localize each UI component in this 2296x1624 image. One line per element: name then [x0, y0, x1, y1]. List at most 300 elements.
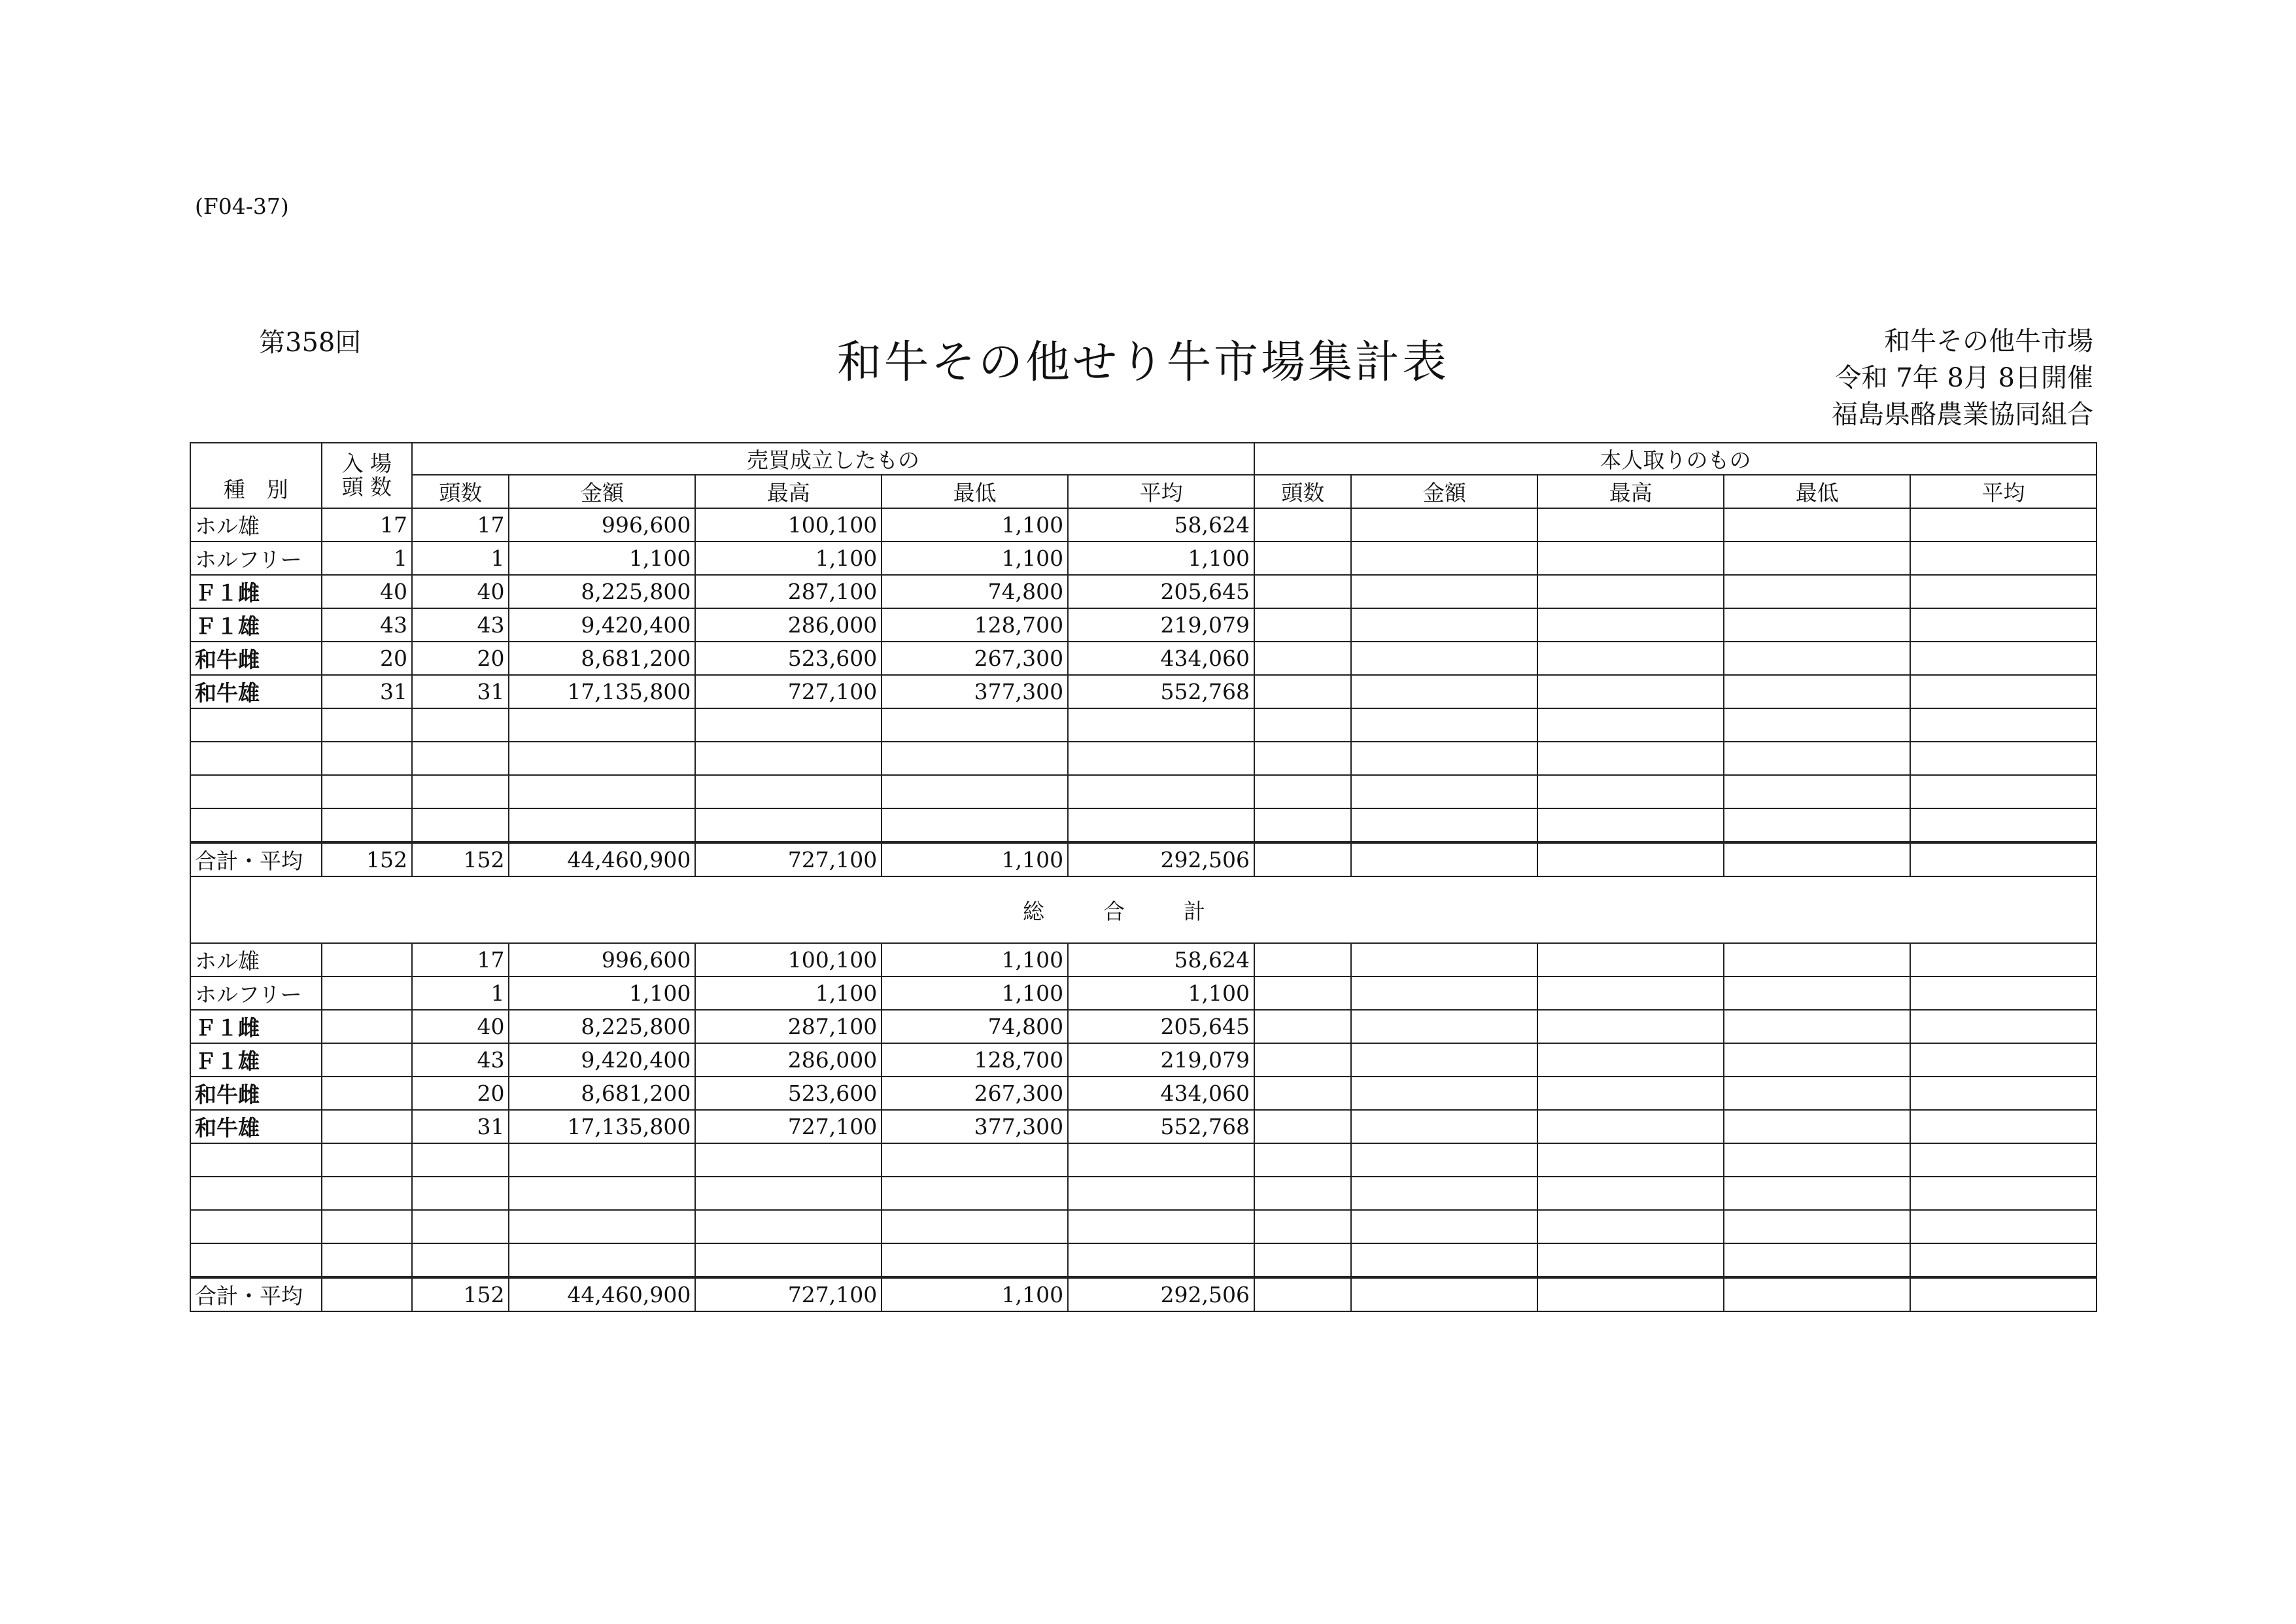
self-amount-cell — [1351, 1010, 1537, 1043]
self-amount-cell — [1351, 976, 1537, 1010]
sold-max-cell: 286,000 — [695, 1043, 882, 1077]
self-amount-cell — [1351, 1043, 1537, 1077]
kind-cell: 和牛雌 — [190, 1077, 322, 1110]
kind-cell — [190, 1143, 322, 1177]
entry-count-cell — [322, 808, 412, 842]
kind-cell — [190, 1177, 322, 1210]
sold-min-cell — [882, 1210, 1068, 1243]
self-count-cell — [1254, 1210, 1351, 1243]
self-count-cell — [1254, 808, 1351, 842]
sold-amount-cell: 17,135,800 — [509, 675, 695, 708]
sold-min-cell — [882, 808, 1068, 842]
sold-count-cell: 31 — [412, 675, 509, 708]
header-sold-min: 最低 — [882, 475, 1068, 508]
self-count-cell — [1254, 575, 1351, 608]
sold-min-cell: 74,800 — [882, 1010, 1068, 1043]
self-avg-cell — [1910, 1277, 2097, 1311]
grand-total-divider — [190, 876, 2097, 943]
sold-max-cell: 727,100 — [695, 1110, 882, 1143]
header-kind: 種 別 — [190, 443, 322, 508]
sold-max-cell — [695, 1177, 882, 1210]
sold-min-cell — [882, 1143, 1068, 1177]
self-avg-cell — [1910, 976, 2097, 1010]
self-avg-cell — [1910, 575, 2097, 608]
sold-count-cell — [412, 775, 509, 808]
blank-row — [190, 1177, 2097, 1210]
self-amount-cell — [1351, 642, 1537, 675]
organizer-block — [1832, 323, 2093, 433]
table-row — [190, 575, 2097, 608]
table-row — [190, 1077, 2097, 1110]
sold-amount-cell: 8,681,200 — [509, 1077, 695, 1110]
entry-count-cell — [322, 976, 412, 1010]
sold-max-cell: 287,100 — [695, 1010, 882, 1043]
self-avg-cell — [1910, 1243, 2097, 1277]
self-max-cell — [1537, 608, 1724, 642]
self-avg-cell — [1910, 775, 2097, 808]
self-max-cell — [1537, 976, 1724, 1010]
page-title: 和牛その他せり牛市場集計表 — [837, 337, 1450, 389]
entry-count-cell — [322, 742, 412, 775]
summary-table — [190, 442, 2097, 1312]
self-count-cell — [1254, 675, 1351, 708]
sold-max-cell: 286,000 — [695, 608, 882, 642]
self-min-cell — [1724, 1077, 1910, 1110]
blank-row — [190, 808, 2097, 842]
header-self-group: 本人取りのもの — [1254, 443, 2097, 475]
kind-cell — [190, 708, 322, 742]
entry-count-cell — [322, 1010, 412, 1043]
self-count-cell — [1254, 1110, 1351, 1143]
entry-count-cell: 20 — [322, 642, 412, 675]
table-row — [190, 608, 2097, 642]
header-sold-avg: 平均 — [1068, 475, 1254, 508]
entry-count-cell: 17 — [322, 508, 412, 542]
sold-amount-cell — [509, 1143, 695, 1177]
sold-amount-cell: 8,225,800 — [509, 575, 695, 608]
sold-amount-cell: 996,600 — [509, 943, 695, 976]
entry-count-cell: 40 — [322, 575, 412, 608]
table-row — [190, 642, 2097, 675]
self-avg-cell — [1910, 508, 2097, 542]
sold-min-cell: 128,700 — [882, 608, 1068, 642]
self-min-cell — [1724, 842, 1910, 876]
sold-count-cell: 43 — [412, 1043, 509, 1077]
total-row — [190, 1277, 2097, 1311]
sold-max-cell — [695, 1243, 882, 1277]
entry-count-cell: 31 — [322, 675, 412, 708]
sold-avg-cell — [1068, 1243, 1254, 1277]
self-min-cell — [1724, 1043, 1910, 1077]
self-amount-cell — [1351, 943, 1537, 976]
kind-cell: 合計・平均 — [190, 842, 322, 876]
self-min-cell — [1724, 1143, 1910, 1177]
sold-amount-cell — [509, 808, 695, 842]
organization-name: 福島県酪農業協同組合 — [1832, 400, 2093, 430]
self-count-cell — [1254, 608, 1351, 642]
self-amount-cell — [1351, 708, 1537, 742]
sold-count-cell: 43 — [412, 608, 509, 642]
document-code: (F04-37) — [195, 194, 289, 219]
sold-amount-cell: 44,460,900 — [509, 1277, 695, 1311]
self-count-cell — [1254, 775, 1351, 808]
sold-count-cell: 17 — [412, 508, 509, 542]
kind-cell: Ｆ１雌 — [190, 575, 322, 608]
self-max-cell — [1537, 642, 1724, 675]
self-count-cell — [1254, 1143, 1351, 1177]
self-min-cell — [1724, 508, 1910, 542]
self-min-cell — [1724, 1277, 1910, 1311]
sold-max-cell: 523,600 — [695, 1077, 882, 1110]
entry-count-cell — [322, 1077, 412, 1110]
sold-avg-cell: 219,079 — [1068, 1043, 1254, 1077]
sold-count-cell — [412, 1143, 509, 1177]
sold-avg-cell: 205,645 — [1068, 1010, 1254, 1043]
self-count-cell — [1254, 742, 1351, 775]
market-name: 和牛その他牛市場 — [1884, 326, 2093, 356]
self-min-cell — [1724, 642, 1910, 675]
self-count-cell — [1254, 1077, 1351, 1110]
kind-cell — [190, 1243, 322, 1277]
header-sold-count: 頭数 — [412, 475, 509, 508]
kind-cell: 合計・平均 — [190, 1277, 322, 1311]
sold-max-cell: 100,100 — [695, 943, 882, 976]
header-self-min: 最低 — [1724, 475, 1910, 508]
header-row-group — [190, 443, 2097, 475]
sold-min-cell — [882, 1177, 1068, 1210]
sold-amount-cell: 9,420,400 — [509, 1043, 695, 1077]
sold-max-cell — [695, 742, 882, 775]
self-min-cell — [1724, 1210, 1910, 1243]
table-row — [190, 1043, 2097, 1077]
self-count-cell — [1254, 976, 1351, 1010]
sold-avg-cell: 205,645 — [1068, 575, 1254, 608]
sold-count-cell: 31 — [412, 1110, 509, 1143]
self-max-cell — [1537, 1110, 1724, 1143]
sold-avg-cell: 292,506 — [1068, 1277, 1254, 1311]
kind-cell: ホル雄 — [190, 508, 322, 542]
sold-count-cell — [412, 742, 509, 775]
kind-cell: Ｆ１雄 — [190, 1043, 322, 1077]
self-max-cell — [1537, 542, 1724, 575]
sold-amount-cell: 996,600 — [509, 508, 695, 542]
sold-amount-cell — [509, 1177, 695, 1210]
self-max-cell — [1537, 808, 1724, 842]
event-date: 令和 7年 8月 8日開催 — [1835, 363, 2093, 393]
entry-count-cell — [322, 1243, 412, 1277]
entry-count-cell — [322, 1143, 412, 1177]
sold-min-cell — [882, 708, 1068, 742]
self-amount-cell — [1351, 1177, 1537, 1210]
header-self-avg: 平均 — [1910, 475, 2097, 508]
entry-count-cell: 43 — [322, 608, 412, 642]
blank-row — [190, 1210, 2097, 1243]
self-count-cell — [1254, 1043, 1351, 1077]
self-max-cell — [1537, 1143, 1724, 1177]
self-count-cell — [1254, 1177, 1351, 1210]
table-row — [190, 508, 2097, 542]
sold-max-cell: 523,600 — [695, 642, 882, 675]
sold-amount-cell — [509, 1243, 695, 1277]
self-max-cell — [1537, 1210, 1724, 1243]
sold-avg-cell: 1,100 — [1068, 542, 1254, 575]
kind-cell — [190, 1210, 322, 1243]
sold-avg-cell — [1068, 1177, 1254, 1210]
self-amount-cell — [1351, 742, 1537, 775]
entry-count-cell — [322, 1177, 412, 1210]
self-count-cell — [1254, 542, 1351, 575]
self-count-cell — [1254, 842, 1351, 876]
self-min-cell — [1724, 775, 1910, 808]
self-max-cell — [1537, 1243, 1724, 1277]
total-row — [190, 842, 2097, 876]
sold-amount-cell: 8,681,200 — [509, 642, 695, 675]
blank-row — [190, 708, 2097, 742]
header-sold-max: 最高 — [695, 475, 882, 508]
self-avg-cell — [1910, 608, 2097, 642]
sold-avg-cell: 552,768 — [1068, 675, 1254, 708]
self-amount-cell — [1351, 675, 1537, 708]
sold-count-cell: 17 — [412, 943, 509, 976]
header-entry-count: 入 場 頭 数 — [322, 443, 412, 508]
self-count-cell — [1254, 1243, 1351, 1277]
sold-amount-cell: 1,100 — [509, 542, 695, 575]
self-min-cell — [1724, 542, 1910, 575]
self-avg-cell — [1910, 1210, 2097, 1243]
self-avg-cell — [1910, 1010, 2097, 1043]
sold-max-cell — [695, 1143, 882, 1177]
self-max-cell — [1537, 1010, 1724, 1043]
sold-avg-cell: 58,624 — [1068, 943, 1254, 976]
self-avg-cell — [1910, 1143, 2097, 1177]
blank-row — [190, 1143, 2097, 1177]
self-min-cell — [1724, 1110, 1910, 1143]
self-avg-cell — [1910, 1043, 2097, 1077]
sold-min-cell: 1,100 — [882, 842, 1068, 876]
self-min-cell — [1724, 976, 1910, 1010]
sold-min-cell — [882, 1243, 1068, 1277]
self-avg-cell — [1910, 842, 2097, 876]
blank-row — [190, 775, 2097, 808]
sold-min-cell: 1,100 — [882, 542, 1068, 575]
self-min-cell — [1724, 608, 1910, 642]
self-amount-cell — [1351, 575, 1537, 608]
sold-avg-cell — [1068, 1210, 1254, 1243]
sold-min-cell: 1,100 — [882, 943, 1068, 976]
self-max-cell — [1537, 943, 1724, 976]
sold-max-cell: 1,100 — [695, 542, 882, 575]
header-sold-group: 売買成立したもの — [412, 443, 1254, 475]
self-avg-cell — [1910, 642, 2097, 675]
section-title: 総合計 — [190, 876, 2097, 943]
sold-max-cell: 1,100 — [695, 976, 882, 1010]
sold-min-cell: 377,300 — [882, 1110, 1068, 1143]
entry-count-cell: 1 — [322, 542, 412, 575]
sold-min-cell: 128,700 — [882, 1043, 1068, 1077]
self-min-cell — [1724, 742, 1910, 775]
self-avg-cell — [1910, 742, 2097, 775]
sold-count-cell: 1 — [412, 976, 509, 1010]
sold-min-cell: 377,300 — [882, 675, 1068, 708]
self-max-cell — [1537, 575, 1724, 608]
sold-min-cell — [882, 742, 1068, 775]
table-row — [190, 542, 2097, 575]
table-row — [190, 976, 2097, 1010]
kind-cell — [190, 742, 322, 775]
sold-count-cell: 1 — [412, 542, 509, 575]
sold-max-cell: 727,100 — [695, 675, 882, 708]
sold-count-cell: 20 — [412, 1077, 509, 1110]
self-max-cell — [1537, 675, 1724, 708]
self-avg-cell — [1910, 1077, 2097, 1110]
self-avg-cell — [1910, 675, 2097, 708]
sold-min-cell: 1,100 — [882, 976, 1068, 1010]
self-count-cell — [1254, 1010, 1351, 1043]
self-amount-cell — [1351, 808, 1537, 842]
sold-count-cell — [412, 1243, 509, 1277]
entry-count-cell — [322, 943, 412, 976]
sold-avg-cell — [1068, 808, 1254, 842]
self-max-cell — [1537, 775, 1724, 808]
self-min-cell — [1724, 943, 1910, 976]
table-row — [190, 943, 2097, 976]
kind-cell — [190, 808, 322, 842]
self-amount-cell — [1351, 508, 1537, 542]
sold-amount-cell: 44,460,900 — [509, 842, 695, 876]
self-max-cell — [1537, 842, 1724, 876]
self-min-cell — [1724, 808, 1910, 842]
self-max-cell — [1537, 1043, 1724, 1077]
entry-count-cell — [322, 775, 412, 808]
self-min-cell — [1724, 1177, 1910, 1210]
self-max-cell — [1537, 1077, 1724, 1110]
sold-avg-cell: 219,079 — [1068, 608, 1254, 642]
self-min-cell — [1724, 1243, 1910, 1277]
self-amount-cell — [1351, 1077, 1537, 1110]
sold-avg-cell — [1068, 775, 1254, 808]
sold-avg-cell: 292,506 — [1068, 842, 1254, 876]
sold-count-cell: 152 — [412, 1277, 509, 1311]
self-count-cell — [1254, 508, 1351, 542]
sold-count-cell — [412, 1177, 509, 1210]
sold-avg-cell: 552,768 — [1068, 1110, 1254, 1143]
section-title-row — [190, 876, 2097, 943]
self-min-cell — [1724, 708, 1910, 742]
table-row — [190, 1010, 2097, 1043]
self-amount-cell — [1351, 1243, 1537, 1277]
entry-count-cell — [322, 1110, 412, 1143]
sold-min-cell — [882, 775, 1068, 808]
sold-min-cell: 74,800 — [882, 575, 1068, 608]
self-amount-cell — [1351, 1110, 1537, 1143]
sold-max-cell — [695, 775, 882, 808]
self-amount-cell — [1351, 842, 1537, 876]
entry-count-cell — [322, 1277, 412, 1311]
kind-cell: ホルフリー — [190, 976, 322, 1010]
self-count-cell — [1254, 708, 1351, 742]
bottom-section — [190, 943, 2097, 1311]
self-avg-cell — [1910, 808, 2097, 842]
self-avg-cell — [1910, 1177, 2097, 1210]
sold-amount-cell: 9,420,400 — [509, 608, 695, 642]
sold-amount-cell — [509, 1210, 695, 1243]
sold-max-cell: 727,100 — [695, 1277, 882, 1311]
sold-count-cell: 40 — [412, 1010, 509, 1043]
self-min-cell — [1724, 1010, 1910, 1043]
kind-cell: ホルフリー — [190, 542, 322, 575]
entry-count-cell — [322, 708, 412, 742]
self-amount-cell — [1351, 775, 1537, 808]
sold-max-cell — [695, 1210, 882, 1243]
sold-avg-cell — [1068, 708, 1254, 742]
sold-min-cell: 267,300 — [882, 642, 1068, 675]
kind-cell: 和牛雄 — [190, 1110, 322, 1143]
header-row-columns — [190, 475, 2097, 508]
sold-avg-cell — [1068, 742, 1254, 775]
sold-avg-cell: 434,060 — [1068, 1077, 1254, 1110]
top-section — [190, 508, 2097, 876]
self-max-cell — [1537, 742, 1724, 775]
sold-max-cell — [695, 708, 882, 742]
self-max-cell — [1537, 508, 1724, 542]
self-amount-cell — [1351, 542, 1537, 575]
blank-row — [190, 742, 2097, 775]
self-amount-cell — [1351, 1277, 1537, 1311]
self-amount-cell — [1351, 1210, 1537, 1243]
sold-min-cell: 1,100 — [882, 508, 1068, 542]
header-self-count: 頭数 — [1254, 475, 1351, 508]
sold-avg-cell: 434,060 — [1068, 642, 1254, 675]
kind-cell: Ｆ１雄 — [190, 608, 322, 642]
self-avg-cell — [1910, 1110, 2097, 1143]
sold-count-cell: 20 — [412, 642, 509, 675]
entry-count-cell: 152 — [322, 842, 412, 876]
sold-avg-cell: 1,100 — [1068, 976, 1254, 1010]
entry-count-cell — [322, 1043, 412, 1077]
kind-cell: 和牛雄 — [190, 675, 322, 708]
self-avg-cell — [1910, 542, 2097, 575]
self-max-cell — [1537, 1177, 1724, 1210]
kind-cell: 和牛雌 — [190, 642, 322, 675]
self-amount-cell — [1351, 1143, 1537, 1177]
sold-count-cell: 40 — [412, 575, 509, 608]
sold-max-cell: 727,100 — [695, 842, 882, 876]
entry-count-cell — [322, 1210, 412, 1243]
round-number: 第358回 — [259, 328, 362, 358]
kind-cell: ホル雄 — [190, 943, 322, 976]
sold-min-cell: 267,300 — [882, 1077, 1068, 1110]
header-self-max: 最高 — [1537, 475, 1724, 508]
sold-amount-cell — [509, 708, 695, 742]
sold-count-cell — [412, 1210, 509, 1243]
sold-max-cell: 100,100 — [695, 508, 882, 542]
self-min-cell — [1724, 575, 1910, 608]
sold-amount-cell: 17,135,800 — [509, 1110, 695, 1143]
table-row — [190, 675, 2097, 708]
self-min-cell — [1724, 675, 1910, 708]
sold-count-cell — [412, 708, 509, 742]
sold-avg-cell — [1068, 1143, 1254, 1177]
self-amount-cell — [1351, 608, 1537, 642]
kind-cell: Ｆ１雌 — [190, 1010, 322, 1043]
self-count-cell — [1254, 642, 1351, 675]
sold-amount-cell — [509, 775, 695, 808]
sold-amount-cell — [509, 742, 695, 775]
blank-row — [190, 1243, 2097, 1277]
sold-count-cell — [412, 808, 509, 842]
sold-amount-cell: 8,225,800 — [509, 1010, 695, 1043]
sold-max-cell — [695, 808, 882, 842]
